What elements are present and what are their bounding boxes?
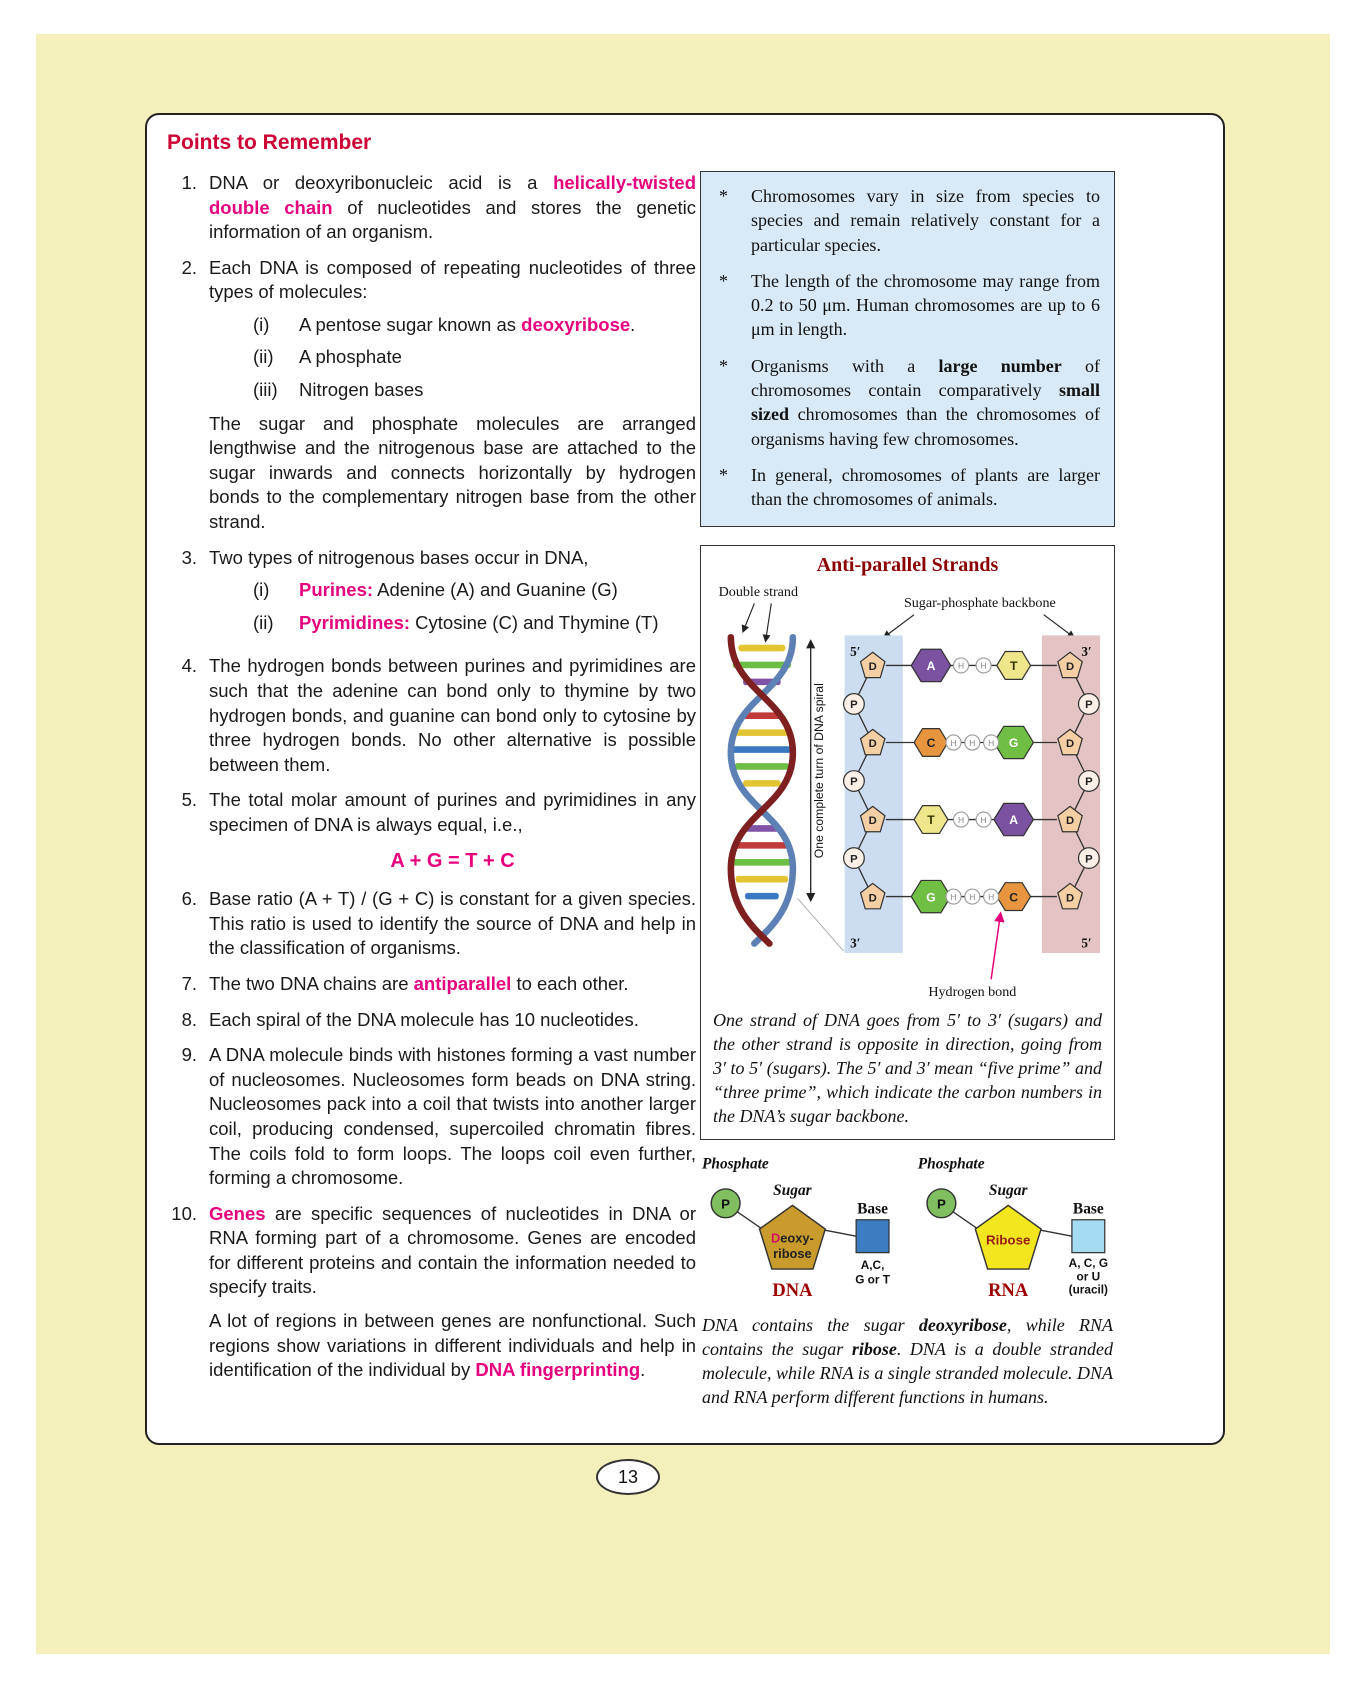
base-letter: G — [1008, 735, 1019, 750]
backbone-arrow — [1044, 614, 1074, 637]
point-text: The hydrogen bonds between purines and pyrimidines are such that the adenine can bond only to thymine by two hydrogen bonds, and guanine can bond only to cytosine by three hydrogen bonds. No other alternative is possible between them. — [209, 655, 696, 775]
bond-line — [1040, 1230, 1072, 1236]
ribose-text: Ribose — [985, 1232, 1031, 1248]
end-label-top-right: 3′ — [1081, 643, 1092, 659]
note-item — [715, 184, 1100, 257]
point-number: 3. — [181, 546, 197, 568]
subitem-label: (i) — [253, 579, 270, 601]
end-label-bottom-left: 3′ — [850, 934, 861, 950]
subitem-text: A pentose sugar known as deoxyribose. — [299, 313, 636, 335]
phosphate-letter: P — [1085, 698, 1093, 711]
note-text: In general, chromosomes of plants are larger than the chromosomes of animals. — [751, 464, 1100, 510]
base-square-rna — [1072, 1220, 1105, 1253]
base-equality-formula: A + G = T + C — [390, 849, 515, 872]
end-label-top-left: 5′ — [850, 643, 861, 659]
subitem-i — [209, 313, 696, 338]
point-number: 1. — [181, 171, 197, 193]
subitem-ii — [209, 611, 696, 636]
point-5 — [163, 788, 696, 876]
antiparallel-caption: One strand of DNA goes from 5′ to 3′ (sugars) and the other strand is opposite in direction, going from 3′ to 5′ (sugars). The 5′ and 3′ mean “five prime” and “three prime”, which indicate the carbon numbers in the DNA’s sugar backbone. — [713, 1010, 1102, 1127]
note-text: The length of the chromosome may range from 0.2 to 50 μm. Human chromosomes are up to 6 μm in length. — [751, 270, 1100, 340]
base-letter: T — [1009, 658, 1018, 673]
phosphate-letter: P — [850, 698, 858, 711]
subitem-text: Purines: Adenine (A) and Guanine (G) — [299, 579, 618, 601]
phosphate-letter: P — [1085, 775, 1093, 788]
hydrogen-bond-arrow — [991, 913, 1000, 979]
deoxyribose-letter: D — [868, 737, 877, 750]
point-4 — [163, 654, 696, 777]
page-number — [596, 1459, 660, 1495]
backbone-label: Sugar-phosphate backbone — [903, 594, 1056, 611]
asterisk-marker: * — [719, 464, 728, 485]
nucleotide-diagram — [702, 1154, 1113, 1308]
point-text: Base ratio (A + T) / (G + C) is constant for a given species. This ratio is used to identify the source of DNA and help in the classification of organisms. — [209, 888, 696, 959]
hydrogen-letter: H — [958, 814, 965, 825]
point-text: DNA or deoxyribonucleic acid is a helically-twisted double chain of nucleotides and stores the genetic information of an organism. — [209, 171, 697, 243]
deoxyribose-letter: D — [1065, 814, 1075, 827]
hydrogen-letter: H — [950, 891, 957, 902]
hydrogen-letter: H — [988, 891, 995, 902]
point-text-continued: The sugar and phosphate molecules are arranged lengthwise and the nitrogenous base are attached to the sugar inwards and connects horizontally by hydrogen bonds to the complementary nitrogen base from the other strand. — [209, 412, 696, 533]
dna-name: DNA — [772, 1279, 813, 1300]
point-number: 2. — [181, 256, 197, 278]
subitem-text: Pyrimidines: Cytosine (C) and Thymine (T) — [299, 611, 659, 633]
point-number: 7. — [181, 972, 197, 994]
point-10 — [163, 1202, 696, 1383]
left-column — [163, 129, 696, 1394]
rna-bases-text: (uracil) — [1068, 1282, 1109, 1297]
subitem-label: (ii) — [253, 611, 274, 633]
asterisk-marker: * — [719, 186, 728, 206]
sugar-label: Sugar — [988, 1182, 1028, 1200]
point-number: 10. — [171, 1202, 197, 1224]
turn-label: One complete turn of DNA spiral — [811, 682, 826, 858]
note-item — [715, 463, 1100, 512]
point-text: The two DNA chains are antiparallel to each other. — [209, 972, 629, 994]
double-strand-arrow — [766, 603, 772, 641]
rna-nucleotide — [918, 1155, 1108, 1299]
double-helix-illustration — [731, 637, 793, 943]
point-text: Two types of nitrogenous bases occur in DNA, — [209, 546, 589, 568]
nucleotide-caption: DNA contains the sugar deoxyribose, while RNA contains the sugar ribose. DNA is a double stranded molecule, while RNA is a single stranded molecule. DNA and RNA perform different functions in humans. — [702, 1315, 1114, 1407]
point-text: A DNA molecule binds with histones forming a vast number of nucleosomes. Nucleosomes form beads on DNA string. Nucleosomes pack into a coil that twists into another larger coil, producing condensed, supercoiled chromatin fibres. The coils fold to form loops. The loops coil even further, forming a chromosome. — [209, 1044, 696, 1189]
subitem-text: Nitrogen bases — [299, 379, 424, 401]
hydrogen-letter: H — [969, 891, 976, 902]
hydrogen-letter: H — [988, 737, 995, 748]
base-square-dna — [856, 1220, 889, 1253]
point-1 — [163, 171, 696, 245]
note-text: Organisms with a large number of chromosomes contain comparatively small sized chromosomes than the chromosomes of organisms having few chromosomes. — [751, 355, 1100, 449]
subitem-label: (ii) — [253, 346, 274, 368]
antiparallel-strands-box — [700, 545, 1115, 1140]
hydrogen-letter: H — [980, 814, 987, 825]
rna-bases-text: or U — [1076, 1269, 1101, 1284]
phosphate-letter: P — [850, 775, 858, 788]
section-heading: Points to Remember — [167, 131, 372, 154]
point-3 — [163, 546, 696, 644]
subitem-label: (iii) — [253, 379, 278, 401]
hydrogen-letter: H — [969, 737, 976, 748]
note-item — [715, 354, 1100, 451]
point-6 — [163, 887, 696, 961]
asterisk-marker: * — [719, 270, 728, 291]
point-number: 4. — [181, 655, 197, 677]
rna-bases-text: A, C, G — [1068, 1255, 1109, 1270]
base-letter: C — [926, 735, 936, 750]
phosphate-letter: P — [936, 1196, 946, 1212]
point-2 — [163, 256, 696, 535]
base-letter: A — [1009, 812, 1019, 827]
hydrogen-letter: H — [950, 737, 957, 748]
deoxyribose-letter: D — [1065, 891, 1075, 904]
sugar-label: Sugar — [773, 1182, 812, 1200]
point-8 — [163, 1008, 696, 1033]
dna-bases-text: G or T — [855, 1272, 890, 1287]
note-text: Chromosomes vary in size from species to species and remain relatively constant for a particular species. — [751, 186, 1100, 255]
diagram-title: Anti-parallel Strands — [816, 553, 999, 576]
deoxyribose-text2: ribose — [773, 1245, 812, 1261]
subitem-i — [209, 578, 696, 603]
chromosome-notes-box — [700, 171, 1115, 527]
point-text: Genes are specific sequences of nucleotides in DNA or RNA forming part of a chromosome. Genes are encoded for different proteins and contain the information needed to specify traits. — [209, 1202, 696, 1298]
base-letter: C — [1009, 889, 1019, 904]
subitem-ii — [209, 345, 696, 370]
hydrogen-bond-label: Hydrogen bond — [928, 983, 1017, 1000]
deoxyribose-letter: D — [868, 891, 877, 904]
hydrogen-letter: H — [980, 660, 987, 671]
point-number: 9. — [181, 1044, 197, 1066]
nucleotide-section — [700, 1154, 1115, 1410]
base-letter: A — [926, 658, 936, 673]
point-number: 5. — [181, 789, 197, 811]
hydrogen-letter: H — [958, 660, 965, 671]
rna-name: RNA — [988, 1279, 1029, 1300]
right-column — [700, 129, 1115, 1410]
double-strand-label: Double strand — [718, 583, 799, 600]
bond-line — [737, 1211, 764, 1229]
phosphate-letter: P — [1085, 852, 1093, 865]
page-number-text: 13 — [617, 1466, 639, 1487]
base-letter: T — [927, 812, 935, 827]
asterisk-marker: * — [719, 355, 728, 376]
base-label: Base — [1072, 1200, 1104, 1218]
dna-bases-text: A,C, — [860, 1258, 885, 1273]
point-number: 6. — [181, 888, 197, 910]
bond-line — [953, 1211, 980, 1229]
dna-nucleotide — [702, 1155, 891, 1299]
phosphate-label: Phosphate — [917, 1155, 985, 1173]
point-7 — [163, 972, 696, 997]
base-pair-ladder — [844, 635, 1101, 953]
base-label: Base — [857, 1200, 888, 1218]
subitem-iii — [209, 378, 696, 403]
point-text: The total molar amount of purines and pyrimidines in any specimen of DNA is always equal, i.e., — [209, 789, 696, 835]
bond-line — [824, 1230, 856, 1236]
deoxyribose-text: Deoxy- — [771, 1230, 814, 1246]
subitem-text: A phosphate — [299, 346, 402, 368]
point-text: Each spiral of the DNA molecule has 10 nucleotides. — [209, 1008, 639, 1030]
point-text: Each DNA is composed of repeating nucleotides of three types of molecules: — [209, 256, 696, 303]
phosphate-letter: P — [850, 852, 858, 865]
point-9 — [163, 1043, 696, 1191]
callout-line — [798, 898, 844, 951]
deoxyribose-letter: D — [868, 660, 877, 673]
deoxyribose-letter: D — [868, 814, 877, 827]
point-number: 8. — [181, 1008, 197, 1030]
deoxyribose-letter: D — [1065, 737, 1075, 750]
deoxyribose-letter: D — [1065, 660, 1075, 673]
phosphate-label: Phosphate — [702, 1155, 769, 1173]
antiparallel-strands-diagram — [713, 579, 1102, 1004]
content-box — [145, 113, 1225, 1445]
phosphate-letter: P — [721, 1196, 731, 1212]
backbone-arrow — [884, 614, 914, 637]
note-item — [715, 269, 1100, 342]
base-letter: G — [926, 889, 936, 904]
subitem-label: (i) — [253, 313, 270, 335]
double-strand-arrow — [743, 603, 754, 631]
end-label-bottom-right: 5′ — [1081, 934, 1092, 950]
point-text-continued: A lot of regions in between genes are nonfunctional. Such regions show variations in different individuals and help in identification of the individual by DNA fingerprinting. — [209, 1310, 696, 1381]
